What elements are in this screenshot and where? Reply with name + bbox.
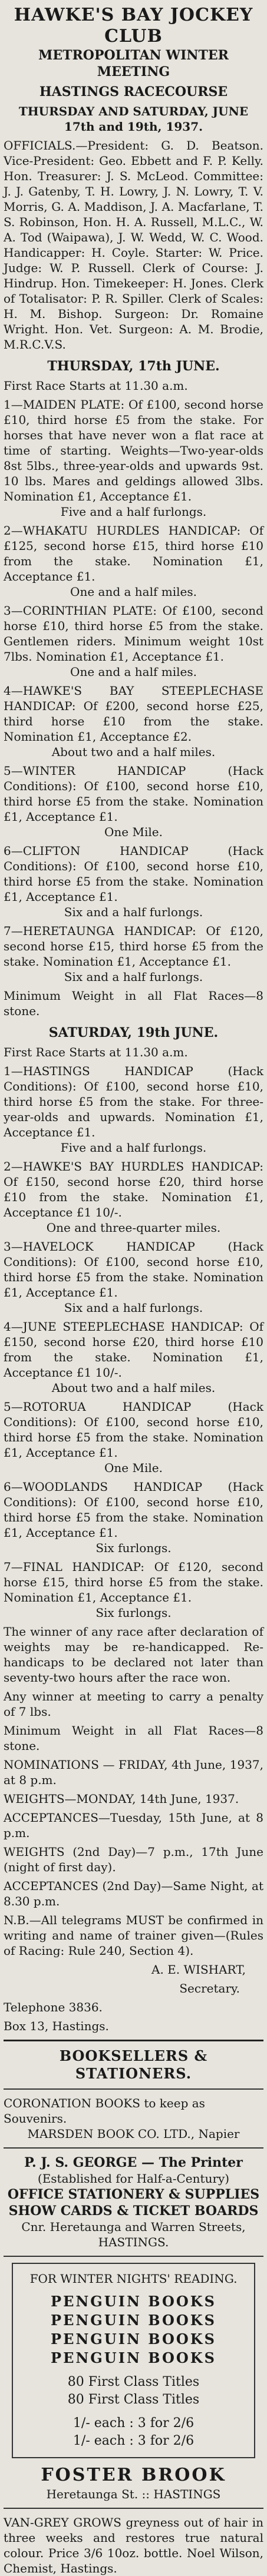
titles-line: 80 First Class Titles	[67, 2375, 200, 2389]
penguin-line: PENGUIN BOOKS	[51, 2312, 216, 2329]
race-distance: One Mile.	[104, 1461, 163, 1475]
min-weight-note: Minimum Weight in all Flat Races—8 stone.	[4, 1723, 263, 1753]
race-item: 6—WOODLANDS HANDICAP (Hack Conditions): Of £100, second horse £10, third horse £5 from the stake. Nomination £1, Acceptance £1.	[4, 1480, 263, 1540]
race-distance: One and a half miles.	[70, 585, 197, 599]
race-distance: About two and a half miles.	[51, 745, 216, 759]
race-distance: About two and a half miles.	[51, 1381, 216, 1395]
weights-second-day: WEIGHTS (2nd Day)—7 p.m., 17th June (night of first day).	[4, 1845, 263, 1874]
day2-races	[4, 1063, 263, 1620]
booksellers-heading: BOOKSELLERS & STATIONERS.	[59, 2047, 208, 2082]
george-title: P. J. S. GEORGE — The Printer	[24, 2155, 243, 2170]
marsden-ad: MARSDEN BOOK CO. LTD., Napier	[27, 2127, 240, 2141]
race-distance: Five and a half furlongs.	[60, 505, 207, 519]
vangrey-ad: VAN-GREY GROWS greyness out of hair in three weeks and restores true natural colour. Price 3/6 10oz. bottle. Noel Wilson, Chemist, Hastings.	[4, 2515, 263, 2575]
meeting-dates: THURSDAY AND SATURDAY, JUNE 17th and 19th, 1937.	[18, 104, 249, 134]
george-address: Cnr. Heretaunga and Warren Streets, HASTINGS.	[21, 2220, 246, 2249]
acceptances-date: ACCEPTANCES—Tuesday, 15th June, at 8 p.m.	[4, 1811, 263, 1840]
race-item: 6—CLIFTON HANDICAP (Hack Conditions): Of £100, second horse £10, third horse £5 from the stake. Nomination £1, Acceptance £1.	[4, 844, 263, 904]
race-distance: One and a half miles.	[70, 665, 197, 679]
ad-divider	[4, 2147, 263, 2149]
george-line-stationery: OFFICE STATIONERY & SUPPLIES	[7, 2187, 260, 2202]
coronation-ad: CORONATION BOOKS to keep as Souvenirs.	[4, 2096, 205, 2126]
race-item: 3—CORINTHIAN PLATE: Of £100, second horse £10, third horse £5 from the stake. Gentlemen riders. Minimum weight 10st 7lbs. Nomination £1, Acceptance £1.	[4, 604, 263, 664]
race-item: 5—ROTORUA HANDICAP (Hack Conditions): Of £100, second horse £10, third horse £5 from the stake. Nomination £1, Acceptance £1.	[4, 1400, 263, 1460]
george-line-cards: SHOW CARDS & TICKET BOARDS	[8, 2203, 259, 2219]
winter-reading-title: FOR WINTER NIGHTS' READING.	[29, 2272, 238, 2286]
race-distance: Six furlongs.	[95, 1606, 172, 1620]
race-distance: One Mile.	[104, 825, 163, 839]
rehandicap-note: The winner of any race after declaration of weights may be re-handicapped. Re-handicaps to be declared not later than seventy-two hours after the race won.	[4, 1624, 263, 1685]
officials-list: OFFICIALS.—President: G. D. Beatson. Vice-President: Geo. Ebbett and F. P. Kelly. Hon. Treasurer: J. S. McLeod. Committee: J. J. Gatenby, T. H. Lowry, J. N. Lowry, T. V. Morris, G. A. Maddison, J. A. Macfarlane, T. S. Robinson, Hon. H. A. Russell, M.L.C., W. A. Tod (Waipawa), J. W. Wedd, W. C. Wood. Handicapper: H. Coyle. Starter: W. Price. Judge: W. P. Russell. Clerk of Course: J. Hindrup. Hon. Timekeeper: H. Jones. Clerk of Totalisator: P. R. Spiller. Clerk of Scales: H. M. Bishop. Surgeon: Dr. Romaine Wright. Hon. Vet. Surgeon: A. M. Brodie, M.R.C.V.S.	[4, 138, 263, 352]
ad-divider	[4, 2256, 263, 2257]
venue-heading: HASTINGS RACECOURSE	[39, 84, 228, 100]
acceptances-second-day: ACCEPTANCES (2nd Day)—Same Night, at 8.30 p.m.	[4, 1879, 263, 1908]
race-item: 7—HEREТАUNGA HANDICAP: Of £120, second horse £15, third horse £5 from the stake. Nomination £1, Acceptance £1.	[4, 924, 263, 969]
race-item: 2—WHAKATU HURDLES HANDICAP: Of £125, second horse £15, third horse £10 from the stake. Nomination £1, Acceptance £1.	[4, 523, 263, 584]
section-divider	[4, 2040, 263, 2041]
penguin-ad	[12, 2263, 255, 2458]
telephone: Telephone 3836.	[4, 2000, 103, 2014]
penalty-note: Any winner at meeting to carry a penalty of 7 lbs.	[4, 1689, 263, 1719]
penguin-line: PENGUIN BOOKS	[51, 2330, 216, 2348]
race-item: 1—HASTINGS HANDICAP (Hack Conditions): Of £100, second horse £10, third horse £5 from the stake. For three-year-olds and upwards. Nomination £1, Acceptance £1.	[4, 1064, 263, 1139]
day1-first-race: First Race Starts at 11.30 a.m.	[4, 379, 188, 393]
day2-first-race: First Race Starts at 11.30 a.m.	[4, 1045, 188, 1059]
day1-min-weight: Minimum Weight in all Flat Races—8 stone.	[4, 989, 263, 1018]
meeting-heading: METROPOLITAN WINTER MEETING	[38, 48, 229, 79]
race-distance: Six and a half furlongs.	[64, 970, 203, 984]
race-item: 1—MAIDEN PLATE: Of £100, second horse £10, third horse £5 from the stake. For horses that have never won a flat race at time of starting. Weights—Two-year-olds 8st 5lbs., three-year-olds and upwards 9st. 10 lbs. Mares and geldings allowed 3lbs. Nomination £1, Acceptance £1.	[4, 397, 263, 503]
ad-divider	[4, 2508, 263, 2509]
price-line: 1/- each : 3 for 2/6	[72, 2434, 195, 2448]
race-distance: One and three-quarter miles.	[46, 1221, 221, 1235]
telegrams-note: N.B.—All telegrams MUST be confirmed in writing and name of trainer given—(Rules of Racing: Rule 240, Section 4).	[4, 1913, 263, 1958]
secretary-role: Secretary.	[179, 1981, 240, 1995]
nominations-date: NOMINATIONS — FRIDAY, 4th June, 1937, at 8 p.m.	[4, 1758, 263, 1787]
race-item: 4—HAWKE'S BAY STEEPLECHASE HANDICAP: Of £200, second horse £25, third horse £10 from the stake. Nomination £1, Acceptance £2.	[4, 684, 263, 744]
race-item: 3—HAVELOCK HANDICAP (Hack Conditions): Of £100, second horse £10, third horse £5 from the stake. Nomination £1, Acceptance £1.	[4, 1239, 263, 1299]
race-item: 5—WINTER HANDICAP (Hack Conditions): Of £100, second horse £10, third horse £5 from the stake. Nomination £1, Acceptance £1.	[4, 764, 263, 824]
race-item: 7—FINAL HANDICAP: Of £120, second horse £15, third horse £5 from the stake. Nomination £1, Acceptance £1.	[4, 1560, 263, 1604]
foster-brook-name: FOSTER BROOK	[41, 2465, 226, 2485]
price-line: 1/- each : 3 for 2/6	[72, 2416, 195, 2431]
race-distance: Six and a half furlongs.	[64, 905, 203, 919]
day2-heading: SATURDAY, 19th JUNE.	[48, 1025, 219, 1040]
day1-heading: THURSDAY, 17th JUNE.	[47, 359, 220, 374]
race-item: 4—JUNE STEEPLECHASE HANDICAP: Of £150, second horse £20, third horse £10 from the stake. Nomination £1, Acceptance £1 10/-.	[4, 1320, 263, 1380]
race-distance: Five and a half furlongs.	[60, 1141, 207, 1155]
weights-date: WEIGHTS—MONDAY, 14th June, 1937.	[4, 1792, 239, 1806]
race-distance: Six furlongs.	[95, 1541, 172, 1555]
race-item: 2—HAWKE'S BAY HURDLES HANDICAP: Of £150, second horse £20, third horse £10 from the stake. Nomination £1, Acceptance £1 10/-.	[4, 1159, 263, 1219]
foster-brook-address: Heretaunga St. :: HASTINGS	[46, 2487, 221, 2501]
penguin-line: PENGUIN BOOKS	[51, 2349, 216, 2366]
george-established: (Established for Half-a-Century)	[37, 2171, 230, 2186]
titles-line: 80 First Class Titles	[67, 2392, 200, 2407]
day1-races	[4, 397, 263, 984]
penguin-line: PENGUIN BOOKS	[51, 2293, 216, 2310]
secretary-name: A. E. WISHART,	[151, 1962, 246, 1977]
club-heading: HAWKE'S BAY JOCKEY CLUB	[14, 5, 253, 47]
section-divider	[4, 2088, 263, 2090]
postal-box: Box 13, Hastings.	[4, 2019, 109, 2033]
race-distance: Six and a half furlongs.	[64, 1301, 203, 1315]
